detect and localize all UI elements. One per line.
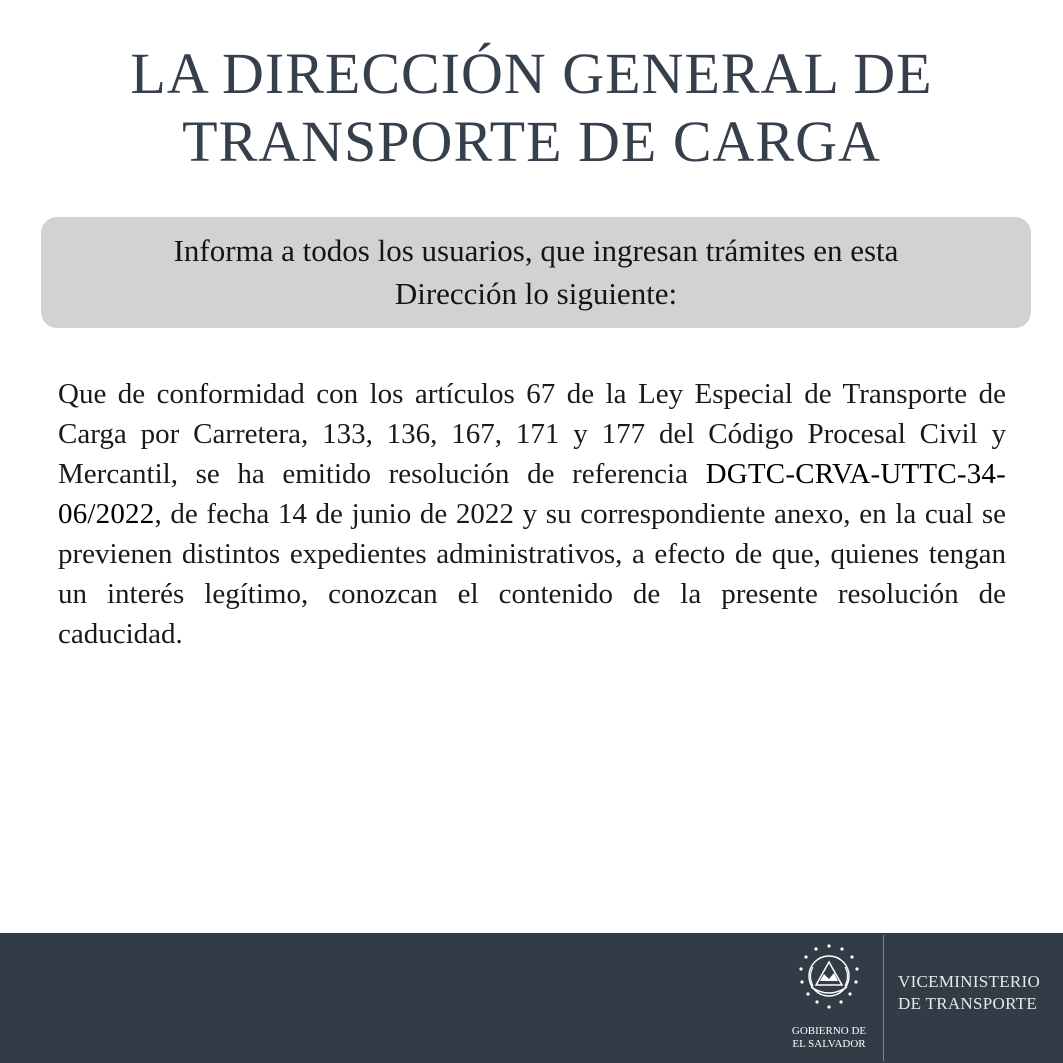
body-text-part-2: , de fecha 14 de junio de 2022 y su correspondiente anexo, en la cual se previenen distintos expedientes administrativos, a efecto de que, quienes tengan un interés legítimo, conozcan el contenido de la presente resolución de caducidad. [58,498,1006,650]
el-salvador-coat-of-arms-icon [786,941,872,1025]
footer-bar [0,933,1063,1063]
title-line-2: TRANSPORTE DE CARGA [182,109,881,174]
government-emblem [786,941,882,1057]
page-title [0,40,1063,176]
ministry-name [898,971,1040,1015]
footer-divider [883,935,884,1061]
ministry-line-2: DE TRANSPORTE [898,994,1038,1013]
title-line-1: LA DIRECCIÓN GENERAL DE [130,41,933,106]
notice-banner [41,217,1031,328]
resolution-reference: DGTC-CRVA-UTTC-34-06/2022 [58,458,1006,530]
banner-line-2: Dirección lo siguiente: [394,276,678,311]
emblem-caption [786,1025,872,1051]
body-text-part-1: Que de conformidad con los artículos 67 de la Ley Especial de Transporte de Carga por Carretera, 133, 136, 167, 171 y 177 del Código Procesal Civil y Mercantil, se ha emitido resolución de referencia [58,378,1006,490]
emblem-caption-line-1: GOBIERNO DE [791,1025,867,1037]
emblem-caption-line-2: EL SALVADOR [792,1038,866,1050]
ministry-line-1: VICEMINISTERIO [898,972,1041,991]
notice-body [58,374,1006,654]
banner-line-1: Informa a todos los usuarios, que ingresan trámites en esta [173,233,899,268]
